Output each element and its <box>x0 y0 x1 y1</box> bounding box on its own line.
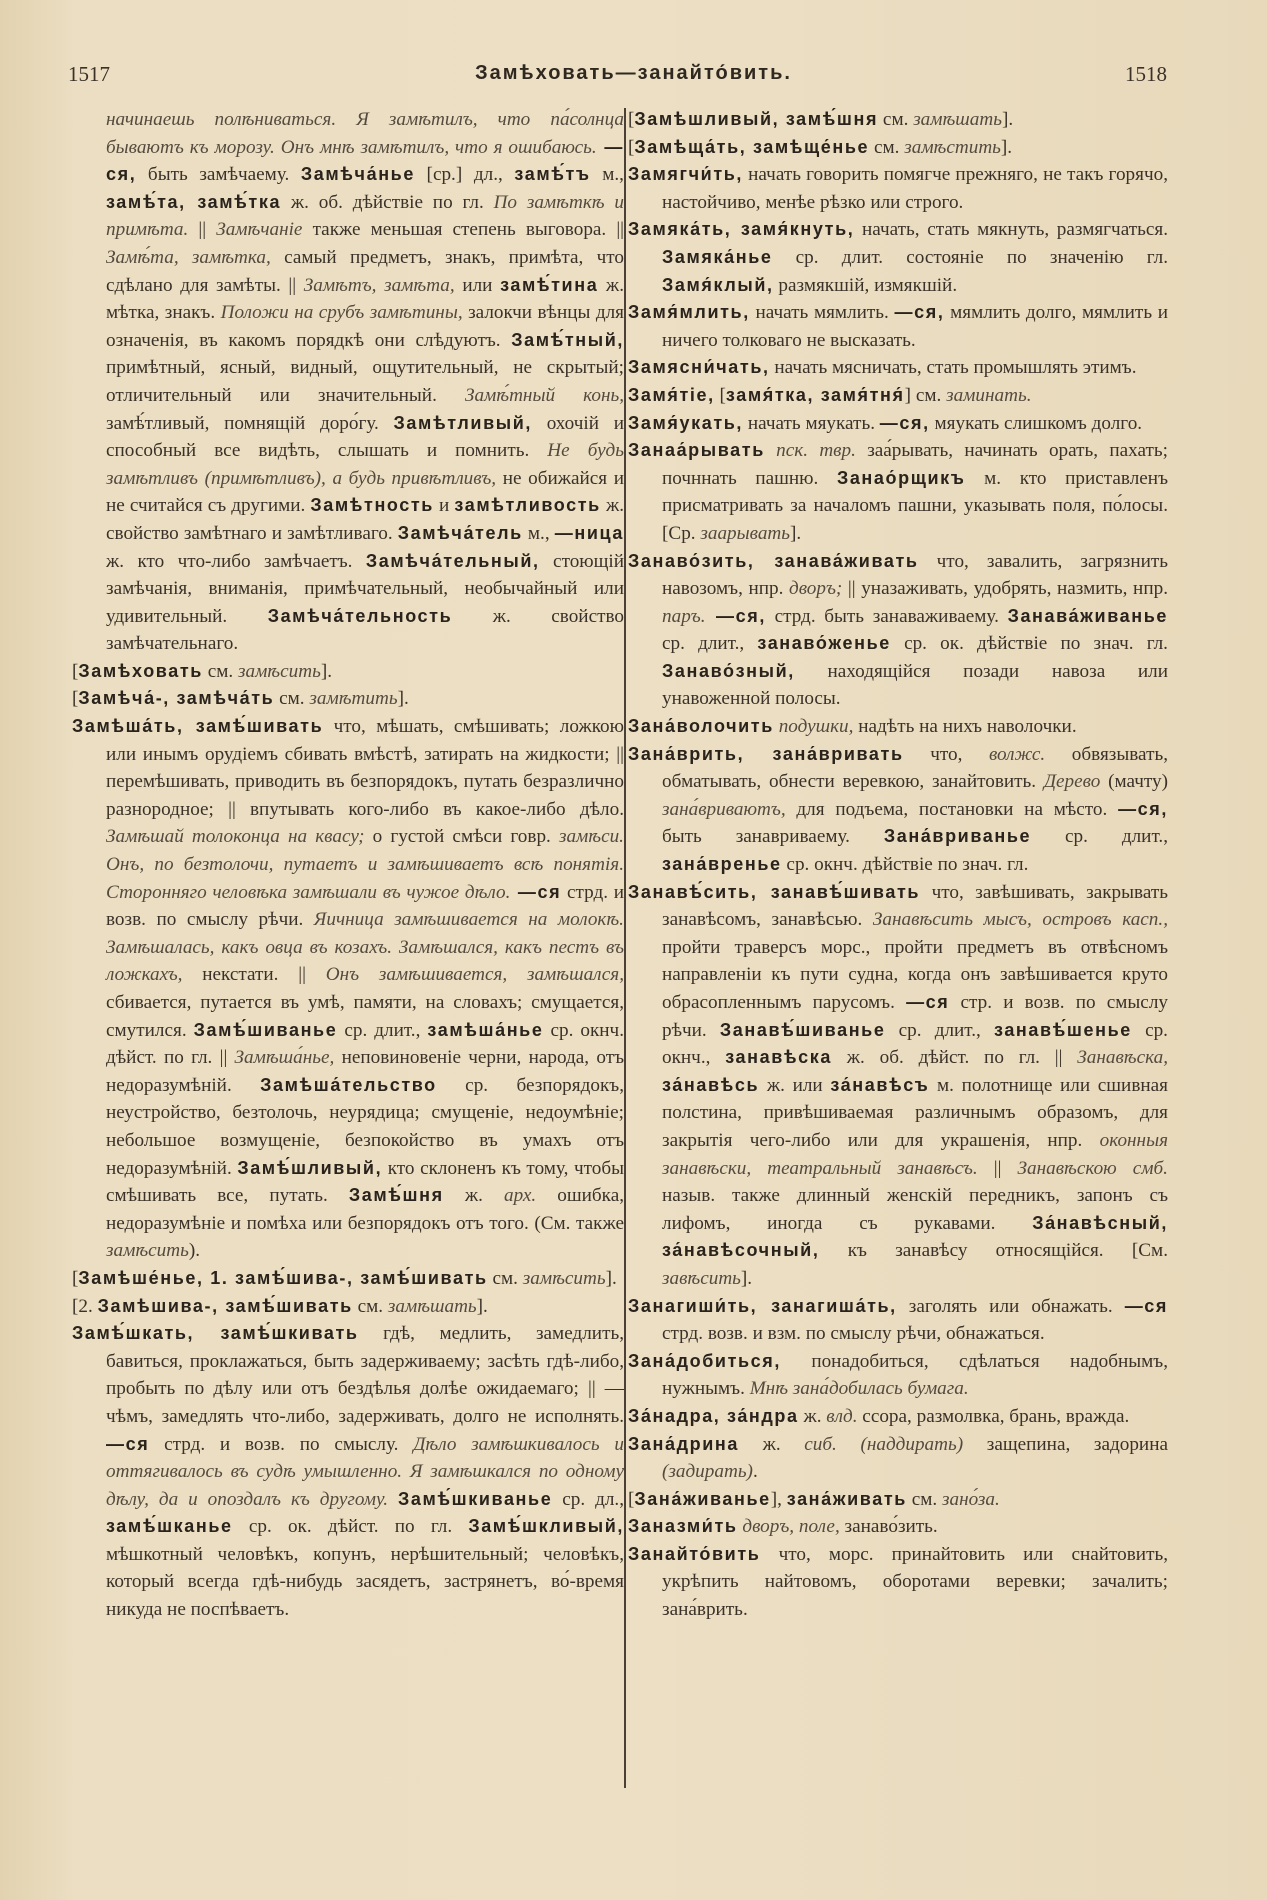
italic-text: оконныя занавѣски, театральный занавѣсъ. <box>662 1129 1168 1179</box>
italic-text: Замѣчаніе <box>216 219 303 241</box>
headword: Замѣча́-, замѣча́ть <box>78 688 275 709</box>
italic-text: Замѣша́нье, <box>234 1047 335 1069</box>
definition-text: [ <box>72 660 79 682</box>
definition-text: || <box>977 1157 1018 1179</box>
dictionary-entry <box>628 713 1168 741</box>
definition-text: ж. <box>738 1433 805 1455</box>
definition-text: || <box>188 219 217 241</box>
definition-text: ср. ок. дѣйствіе по знач. гл. <box>890 633 1168 655</box>
definition-text: быть занавриваему. <box>662 826 884 848</box>
italic-text: замѣстить <box>904 136 1001 158</box>
headword: —ся, <box>106 136 624 185</box>
definition-text: ]. <box>605 1267 617 1289</box>
dictionary-entry <box>628 161 1168 216</box>
italic-text: Замѣшай толоконца на квасу; <box>106 826 365 848</box>
definition-text: [ <box>628 109 635 130</box>
definition-text: ж. мѣтка, знакъ. <box>106 274 624 324</box>
definition-text: что, завалить, загрязнить навозомъ, нпр. <box>662 550 1168 600</box>
definition-text: см. <box>878 109 914 130</box>
definition-text: гдѣ, медлить, замедлить, бавиться, проклажаться, быть задерживаему; засѣть гдѣ-либо, пробыть по дѣлу или отъ бездѣлья долѣе ожидаемаго; || —чѣмъ, замедлять что-либо, задерживать, долго не исполнять. <box>106 1323 624 1427</box>
definition-text: ср. окнч. дѣйст. по гл. || <box>106 1019 624 1069</box>
headword: замѣ́тъ <box>514 164 591 185</box>
definition-text: см. <box>487 1267 523 1289</box>
definition-text: стр. и возв. по смыслу рѣчи. <box>662 992 1168 1041</box>
italic-text: волжс. <box>988 743 1046 765</box>
definition-text: [ <box>72 688 79 710</box>
headword: занавѣ́шенье <box>994 1019 1132 1040</box>
headword: —ся <box>106 1433 150 1454</box>
definition-text: ]. <box>740 1267 753 1289</box>
headword: замя́тка, замя́тня́ <box>725 384 905 405</box>
dictionary-entry <box>72 685 624 713</box>
italic-text: арх. <box>504 1185 537 1207</box>
italic-text: паръ. <box>662 605 706 627</box>
running-title: Замѣховать—занайто́вить. <box>475 62 792 84</box>
definition-text: ]. <box>1001 109 1014 130</box>
italic-text: Онъ замѣшивается, замѣшался, <box>325 964 624 986</box>
definition-text: ср. ок. дѣйст. по гл. <box>232 1516 469 1538</box>
definition-text: см. <box>274 688 310 710</box>
dictionary-entry <box>628 410 1168 438</box>
dictionary-entry <box>628 741 1168 879</box>
definition-text: мямлить долго, мямлить и ничего толковаго не высказать. <box>662 302 1168 351</box>
italic-text: Занавѣсить мысъ, островъ касп., <box>872 909 1168 931</box>
headword: Занайто́вить <box>628 1543 761 1564</box>
italic-text: сиб. (наддирать) <box>804 1433 964 1455</box>
headword: Замѣча́нье <box>300 164 415 185</box>
headword: Замѣтливый, <box>393 412 532 433</box>
dictionary-entry <box>628 1541 1168 1624</box>
definition-text: неповиновеніе черни, народа, отъ недоразумѣній. <box>106 1047 625 1096</box>
headword: Занаво́зный, <box>662 660 795 681</box>
headword: замѣ́тина <box>500 274 599 295</box>
definition-text: ср. длит., <box>337 1019 428 1041</box>
italic-text: влд. <box>826 1405 858 1427</box>
definition-text: также меньшая степень выговора. || <box>302 219 625 241</box>
headword: —ся, <box>879 412 930 433</box>
headword: за́навѣсь <box>662 1074 760 1095</box>
page-number-right: 1518 <box>1125 62 1167 86</box>
italic-text: замѣсить <box>106 1240 189 1262</box>
headword: За́надра, за́ндра <box>628 1405 799 1426</box>
dictionary-entry <box>72 1320 624 1624</box>
headword: Замѣ́шкиванье <box>397 1488 553 1509</box>
headword: Замѣша́тельство <box>260 1074 437 1095</box>
dictionary-entry <box>628 1348 1168 1403</box>
definition-text: что, <box>903 743 989 765</box>
running-header <box>0 62 1267 92</box>
italic-text: дворъ, поле, <box>737 1516 840 1538</box>
headword: Зана́дрина <box>628 1433 739 1454</box>
dictionary-entry <box>628 1293 1168 1348</box>
definition-text: стоющій замѣчанія, вниманія, примѣчательный, необычайный или удивительный. <box>106 550 624 627</box>
definition-text: самый предметъ, знакъ, примѣта, что сдѣлано для замѣты. || <box>106 246 624 296</box>
definition-text: замѣ́тливый, помнящій доро́гу. <box>106 412 394 434</box>
headword: Занагиши́ть, занагиша́ть, <box>628 1295 897 1316</box>
headword: Замѣ́шкать, замѣ́шкивать <box>72 1323 359 1344</box>
italic-text: Яичница замѣшивается на молокѣ. Замѣшалась, какъ овца въ козахъ. Замѣшался, какъ пестъ въ ложкахъ, <box>106 909 624 986</box>
headword: замѣ́шканье <box>106 1516 233 1537</box>
definition-text: [ <box>714 384 726 406</box>
italic-text: начинаешь полѣниваться. Я замѣтилъ, что па́солнца бываютъ къ морозу. Онъ мнѣ замѣтилъ, что я ошибаюсь. <box>106 109 624 158</box>
italic-text: Замѣ́тный конь, <box>464 384 624 406</box>
definition-text: м., <box>590 164 624 186</box>
definition-text: что, мѣшать, смѣшивать; ложкою или инымъ орудіемъ сбивать вмѣстѣ, затирать на жидкости; || перемѣшивать, приводить въ безпорядокъ, путать безразлично разнородное; || впутывать кого-либо въ какое-либо дѣло. <box>106 716 624 820</box>
dictionary-entry <box>628 216 1168 299</box>
headword: замѣтливость <box>454 495 601 516</box>
headword: Зана́добиться, <box>628 1350 781 1371</box>
definition-text: ж. <box>798 1405 827 1427</box>
headword: Замя́тіе, <box>628 384 715 405</box>
dictionary-entry <box>628 1403 1168 1431</box>
definition-text: см. <box>202 660 238 682</box>
definition-text: къ занавѣсу относящійся. [См. <box>819 1240 1168 1262</box>
definition-text: стрд. и возв. по смыслу. <box>149 1433 414 1455</box>
definition-text: стрд. возв. и взм. по смыслу рѣчи, обнажаться. <box>662 1323 1045 1345</box>
headword: Занаа́рывать <box>628 440 765 461</box>
definition-text: надѣть на нихъ наволочки. <box>853 716 1077 738</box>
definition-text: начать мямлить. <box>749 302 895 324</box>
definition-text: ж. или <box>759 1074 831 1096</box>
dictionary-entry <box>628 106 1168 134</box>
definition-text: начать мяукать. <box>743 412 880 434</box>
definition-text: сбивается, путается въ умѣ, памяти, на словахъ; смущается, смутился. <box>106 992 624 1041</box>
headword: Замѣ́тный, <box>511 329 624 350</box>
definition-text: ж. <box>443 1185 505 1207</box>
dictionary-entry <box>628 382 1168 410</box>
definition-text: понадобиться, сдѣлаться надобнымъ, нужнымъ. <box>662 1350 1168 1400</box>
headword: Занаво́зить, занава́живать <box>628 550 919 571</box>
dictionary-entry <box>628 548 1168 714</box>
italic-text: заминать. <box>946 384 1032 406</box>
headword: Замя́млить, <box>628 302 750 323</box>
definition-text: ср. длит., <box>1031 826 1168 848</box>
headword: Замѣ́шкливый, <box>468 1516 624 1537</box>
definition-text: мяукать слишкомъ долго. <box>929 412 1143 434</box>
definition-text: (мачту) <box>1100 771 1168 793</box>
definition-text: см. <box>906 1488 942 1510</box>
definition-text: кто склоненъ къ тому, чтобы смѣшивать все, путать. <box>106 1157 624 1207</box>
italic-text: (задирать) <box>662 1461 753 1483</box>
headword: Зана́живанье <box>634 1488 771 1509</box>
definition-text: занаво́зить. <box>839 1516 938 1538</box>
definition-text: мѣшкотный человѣкъ, копунъ, нерѣшительный; человѣкъ, который всегда гдѣ-нибудь засядетъ, застрянетъ, во́-время никуда не поспѣваетъ. <box>106 1543 624 1621</box>
headword: Замѣ́шня <box>348 1185 444 1206</box>
dictionary-entry <box>72 106 624 658</box>
headword: —ся <box>510 881 562 902</box>
headword: Занавѣ́шиванье <box>719 1019 886 1040</box>
definition-text: заголять или обнажать. <box>896 1295 1125 1317</box>
headword: занавѣска <box>725 1047 832 1068</box>
headword: Замѣча́тельность <box>267 605 453 626</box>
headword: замѣша́нье <box>427 1019 544 1040</box>
definition-text: находящійся позади навоза или унавоженной полосы. <box>662 660 1168 710</box>
italic-text: завѣсить <box>662 1267 741 1289</box>
headword: Замѣча́тельный, <box>365 550 540 571</box>
italic-text: замѣсить <box>522 1267 606 1289</box>
definition-text: . <box>752 1461 758 1483</box>
definition-text: ]. <box>476 1295 488 1317</box>
italic-text: подушки, <box>773 716 854 738</box>
definition-text: пройти траверсъ морс., пройти предметъ въ отвѣсномъ направленіи къ пути судна, когда онъ завѣшивается круто обрасопленнымъ парусомъ. <box>662 936 1168 1013</box>
definition-text: ж. об. дѣйст. по гл. || <box>831 1047 1078 1069</box>
headword: Замѣ́шливый, <box>237 1157 383 1178</box>
headword: —ся <box>1124 1295 1169 1316</box>
italic-text: зано́за. <box>941 1488 1000 1510</box>
headword: Зана́врить, зана́вривать <box>628 743 904 764</box>
definition-text: не обижайся и не считайся съ другими. <box>106 467 624 517</box>
definition-text: [ср.] дл., <box>414 164 515 186</box>
definition-text: см. <box>869 136 905 158</box>
definition-text: ]. <box>1000 136 1013 158</box>
definition-text: стрд. и возв. по смыслу рѣчи. <box>106 881 624 931</box>
headword: —ся, <box>705 605 766 626</box>
headword: —ся, <box>1118 798 1168 819</box>
headword: Занавѣ́сить, занавѣ́шивать <box>628 881 921 902</box>
right-column <box>628 106 1168 1624</box>
dictionary-entry <box>72 1293 624 1321</box>
headword: Замяка́ть, замя́кнуть, <box>628 219 855 240</box>
dictionary-entry <box>628 299 1168 354</box>
dictionary-entry <box>72 1265 624 1293</box>
italic-text: Мнѣ зана́добилась бумага. <box>749 1378 969 1400</box>
headword: за́навѣсъ <box>830 1074 930 1095</box>
dictionary-entry <box>628 134 1168 162</box>
definition-text: охочій и способный все видѣть, слышать и помнить. <box>106 412 624 462</box>
definition-text: некстати. || <box>182 964 326 986</box>
headword: —ница <box>554 522 624 543</box>
dictionary-entry <box>628 1486 1168 1514</box>
headword: Зана́вриванье <box>883 826 1032 847</box>
headword: занаво́женье <box>757 633 891 654</box>
left-column <box>72 106 624 1624</box>
definition-text: защепина, задорина <box>963 1433 1168 1455</box>
italic-text: Замѣ́та, замѣтка, <box>106 246 271 268</box>
italic-text: замѣшать <box>913 109 1002 130</box>
definition-text: или <box>454 274 501 296</box>
page-number-left: 1517 <box>68 62 110 86</box>
definition-text: ж. свойство замѣтнаго и замѣтливаго. <box>106 495 624 544</box>
italic-text: Замѣтъ, замѣта, <box>303 274 455 296</box>
headword: замѣ́та, замѣ́тка <box>106 191 282 212</box>
dictionary-entry <box>72 658 624 686</box>
definition-text: что, морс. принайтовить или снайтовить, укрѣпить найтовомъ, оборотами веревки; зачалить; зана́врить. <box>662 1543 1168 1621</box>
headword: —ся <box>906 992 950 1012</box>
definition-text: см. <box>352 1295 388 1317</box>
headword: За́навѣсный, за́навѣсочный, <box>662 1212 1168 1261</box>
headword: Занава́живанье <box>1007 605 1168 626</box>
definition-text: обвязывать, обматывать, обнести веревкою, занайтовить. <box>662 743 1168 793</box>
definition-text: для подъема, постановки на мѣсто. <box>785 798 1119 820</box>
definition-text: ср. длит., <box>885 1019 995 1041</box>
italic-text: Занавѣска, <box>1077 1047 1168 1069</box>
definition-text: [2. <box>72 1295 98 1317</box>
definition-text: ], <box>770 1488 787 1510</box>
definition-text: [ <box>628 1488 635 1510</box>
definition-text: заа́рывать, начинать орать, пахать; почннать пашню. <box>662 440 1168 489</box>
headword: Замѣховать <box>78 660 203 681</box>
italic-text: замѣшать <box>387 1295 477 1317</box>
italic-text: замѣсить <box>237 660 321 682</box>
italic-text: пск. твр. <box>764 440 856 462</box>
headword: Замѣшива-, замѣ́шивать <box>97 1295 353 1316</box>
headword: Замяка́нье <box>662 246 773 267</box>
italic-text: заарывать <box>700 522 791 544</box>
dictionary-entry <box>628 1431 1168 1486</box>
definition-text: залокчи вѣнцы для означенія, въ какомъ порядкѣ они слѣдуютъ. <box>106 302 624 351</box>
definition-text: начать говорить помягче прежняго, не такъ горячо, настойчиво, менѣе рѣзко или строго. <box>662 164 1168 213</box>
definition-text: ср. безпорядокъ, неустройство, безтолочь, неурядица; смущеніе, недоумѣніе; небольшое возмущеніе, безпокойство въ умахъ отъ недоразумѣній. <box>106 1074 624 1179</box>
headword: Замѣшливый, замѣ́шня <box>634 109 879 129</box>
definition-text: ошибка, недоразумѣніе и помѣха или безпорядокъ отъ того. (См. также <box>106 1185 625 1234</box>
definition-text: [ <box>628 136 635 158</box>
dictionary-entry <box>628 1513 1168 1541</box>
definition-text: ср. дл., <box>552 1488 624 1510</box>
definition-text: стрд. быть занаваживаему. <box>765 605 1008 627</box>
definition-text: м., <box>522 522 555 544</box>
headword: Замягчи́ть, <box>628 164 743 185</box>
definition-text: ср. окнч. дѣйствіе по знач. гл. <box>781 854 1029 876</box>
dictionary-entry <box>628 437 1168 547</box>
definition-text: ср. длит. состояніе по значенію гл. <box>772 246 1168 268</box>
definition-text: ]. <box>320 660 332 682</box>
definition-text: || уназаживать, удобрять, назмить, нпр. <box>842 578 1168 600</box>
italic-text: Занавѣскою смб. <box>1017 1157 1168 1179</box>
headword: Заназми́ть <box>628 1516 738 1537</box>
definition-text: что, завѣшивать, закрывать занавѣсомъ, занавѣсью. <box>662 881 1168 931</box>
definition-text: и <box>433 495 455 517</box>
italic-text: зана́вриваютъ, <box>662 798 786 820</box>
dictionary-entry <box>628 354 1168 382</box>
definition-text: м. полотнище или сшивная полстина, привѣшиваемая различнымъ образомъ, для закрытія чего-либо или для украшенія, нпр. <box>662 1074 1168 1151</box>
definition-text: размякшій, измякшій. <box>773 274 958 296</box>
definition-text: ). <box>188 1240 201 1262</box>
italic-text: Положи на срубъ замѣтины, <box>220 302 463 324</box>
headword: Замѣ́шиванье <box>193 1019 338 1040</box>
definition-text: ссора, размолвка, брань, вражда. <box>857 1405 1130 1427</box>
italic-text: Дѣло замѣшкивалось и оттягивалось въ судѣ умышленно. Я замѣшкался по одному дѣлу, да и опоздалъ къ другому. <box>106 1433 624 1510</box>
headword: Замя́укать, <box>628 412 744 433</box>
definition-text: ж. об. дѣйствіе по гл. <box>281 191 494 213</box>
headword: Замя́клый, <box>662 274 774 295</box>
italic-text: По замѣткѣ и примѣта. <box>106 191 625 241</box>
headword: Замѣше́нье, 1. замѣ́шива-, замѣ́шивать <box>78 1267 488 1288</box>
definition-text: начать, стать мякнуть, размягчаться. <box>854 219 1168 241</box>
definition-text: быть замѣчаему. <box>136 164 301 186</box>
headword: Замѣча́тель <box>397 522 523 543</box>
definition-text: ж. свойство замѣчательнаго. <box>106 605 624 655</box>
definition-text: ср. окнч., <box>662 1019 1168 1069</box>
headword: —ся, <box>894 302 945 323</box>
italic-text: замѣси. Онъ, по безтолочи, путаетъ и замѣшиваетъ всѣ понятія. Сторонняго человѣка замѣшали въ чужое дѣло. <box>106 826 624 903</box>
definition-text: о густой смѣси говр. <box>364 826 559 848</box>
headword: Замѣша́ть, замѣ́шивать <box>72 716 324 737</box>
italic-text: замѣтить <box>309 688 398 710</box>
dictionary-entry <box>628 879 1168 1293</box>
definition-text: ср. длит., <box>662 633 758 655</box>
italic-text: Не будь замѣтливъ (примѣтливъ), а будь привѣтливъ, <box>106 440 624 489</box>
definition-text: [ <box>72 1267 79 1289</box>
headword: Замясни́чать, <box>628 357 770 378</box>
definition-text: назыв. также длинный женскій передникъ, запонъ съ лифомъ, иногда съ рукавами. <box>662 1185 1168 1234</box>
definition-text: м. кто приставленъ присматривать за началомъ пашни, указывать поля, по́лосы. [Ср. <box>662 467 1168 544</box>
column-divider <box>624 108 626 1788</box>
headword: зана́вренье <box>662 854 782 875</box>
definition-text: начать мясничать, стать промышлять этимъ. <box>769 357 1137 379</box>
italic-text: Дерево <box>1043 771 1101 793</box>
headword: Занао́рщикъ <box>836 467 966 488</box>
definition-text: ж. кто что-либо замѣчаетъ. <box>106 550 366 572</box>
definition-text: ] см. <box>904 384 947 406</box>
definition-text: ]. <box>790 522 802 544</box>
definition-text: ]. <box>397 688 409 710</box>
italic-text: дворъ; <box>789 578 843 600</box>
headword: Замѣща́ть, замѣще́нье <box>634 136 870 157</box>
dictionary-entry <box>72 713 624 1265</box>
headword: зана́живать <box>786 1488 907 1509</box>
definition-text: примѣтный, ясный, видный, ощутительный, не скрытый; отличительный или значительный. <box>106 357 624 406</box>
headword: Замѣтность <box>310 495 434 516</box>
headword: Зана́волочить <box>628 716 774 737</box>
